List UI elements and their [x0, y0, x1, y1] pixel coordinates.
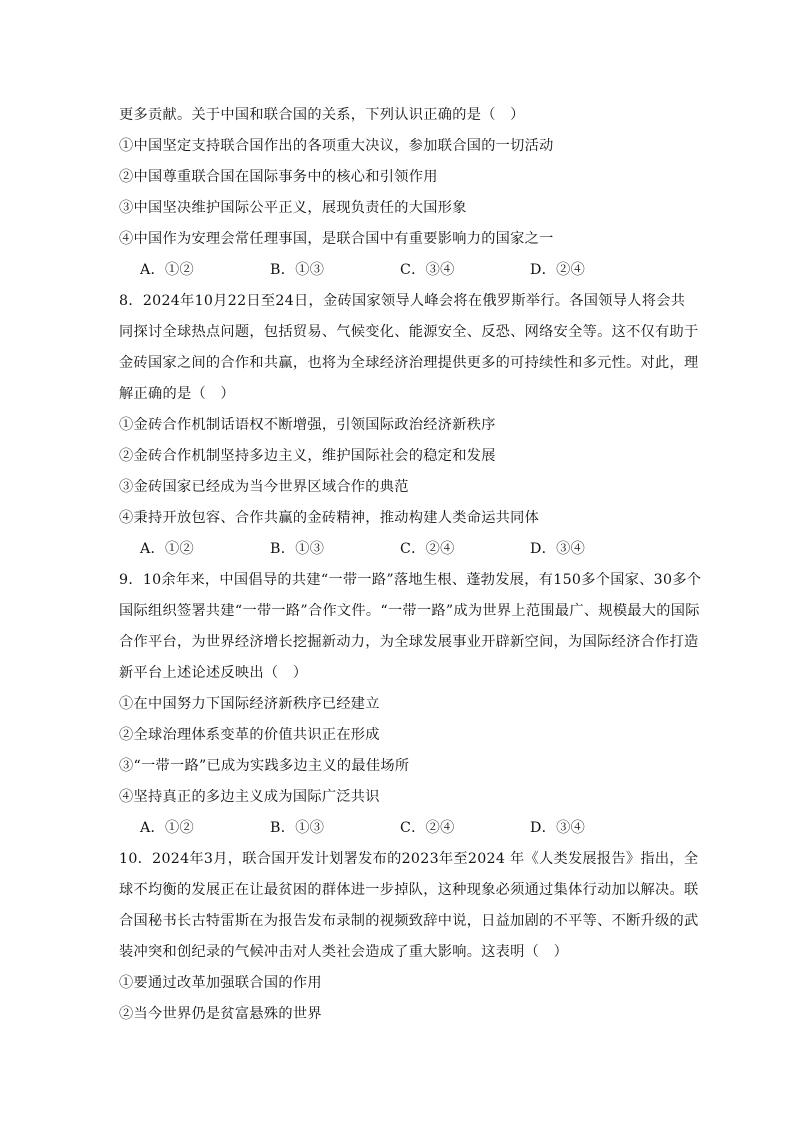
statement-2: ②金砖合作机制坚持多边主义，维护国际社会的稳定和发展	[119, 448, 496, 464]
option-c[interactable]: C．③④	[400, 262, 455, 278]
question-stem-line: 同探讨全球热点问题，包括贸易、气候变化、能源安全、反恐、网络安全等。这不仅有助于	[119, 324, 699, 340]
question-stem-line: 合国秘书长古特雷斯在为报告发布录制的视频致辞中说，日益加剧的不平等、不断升级的武	[119, 913, 699, 929]
option-a[interactable]: A．①②	[140, 820, 195, 836]
question-9	[119, 565, 702, 844]
question-8	[119, 286, 699, 565]
option-a[interactable]: A．①②	[140, 541, 195, 557]
question-stem-line: 球不均衡的发展正在让最贫困的群体进一步掉队，这种现象必须通过集体行动加以解决。联	[119, 882, 699, 898]
question-stem-line: 装冲突和创纪录的气候冲击对人类社会造成了重大影响。这表明（ ）	[119, 944, 569, 960]
statement-3: ③中国坚决维护国际公平正义，展现负责任的大国形象	[119, 200, 467, 216]
statement-3: ③金砖国家已经成为当今世界区域合作的典范	[119, 479, 409, 495]
option-b[interactable]: B．①③	[270, 820, 325, 836]
statement-2: ②中国尊重联合国在国际事务中的核心和引领作用	[119, 169, 438, 185]
option-d[interactable]: D．③④	[530, 820, 586, 836]
statement-4: ④坚持真正的多边主义成为国际广泛共识	[119, 789, 380, 805]
exam-content	[119, 100, 702, 1030]
statement-1: ①金砖合作机制话语权不断增强，引领国际政治经济新秩序	[119, 417, 496, 433]
option-c[interactable]: C．②④	[400, 541, 455, 557]
question-stem-line: 金砖国家之间的合作和共赢，也将为全球经济治理提供更多的可持续性和多元性。对此，理	[119, 355, 699, 371]
answer-options	[119, 813, 675, 844]
question-stem-line: 9．10余年来，中国倡导的共建“一带一路”落地生根、蓬勃发展，有150多个国家、30多个	[119, 572, 702, 588]
option-d[interactable]: D．②④	[530, 262, 586, 278]
question-stem-line: 更多贡献。关于中国和联合国的关系，下列认识正确的是（ ）	[119, 107, 525, 123]
statement-4: ④中国作为安理会常任理事国，是联合国中有重要影响力的国家之一	[119, 231, 554, 247]
answer-options	[119, 534, 675, 565]
option-d[interactable]: D．③④	[530, 541, 586, 557]
question-stem-line: 解正确的是（ ）	[119, 386, 235, 402]
statement-1: ①要通过改革加强联合国的作用	[119, 975, 322, 991]
question-stem-line: 8．2024年10月22日至24日，金砖国家领导人峰会将在俄罗斯举行。各国领导人将会共	[119, 293, 686, 309]
option-b[interactable]: B．①③	[270, 262, 325, 278]
option-b[interactable]: B．①③	[270, 541, 325, 557]
question-stem-line: 10．2024年3月，联合国开发计划署发布的2023年至2024 年《人类发展报告》指出，全	[119, 851, 699, 867]
statement-2: ②当今世界仍是贫富悬殊的世界	[119, 1006, 322, 1022]
question-stem-line: 新平台上述论述反映出（ ）	[119, 665, 308, 681]
question-stem-line: 合作平台，为世界经济增长挖掘新动力，为全球发展事业开辟新空间，为国际经济合作打造	[119, 634, 699, 650]
option-c[interactable]: C．②④	[400, 820, 455, 836]
answer-options	[119, 255, 675, 286]
statement-3: ③“一带一路”已成为实践多边主义的最佳场所	[119, 758, 410, 774]
option-a[interactable]: A．①②	[140, 262, 195, 278]
statement-1: ①中国坚定支持联合国作出的各项重大决议，参加联合国的一切活动	[119, 138, 554, 154]
question-7	[119, 100, 675, 286]
question-10	[119, 844, 699, 1030]
question-stem-line: 国际组织签署共建“一带一路”合作文件。“一带一路”成为世界上范围最广、规模最大的国际	[119, 603, 700, 619]
statement-1: ①在中国努力下国际经济新秩序已经建立	[119, 696, 380, 712]
statement-2: ②全球治理体系变革的价值共识正在形成	[119, 727, 380, 743]
statement-4: ④秉持开放包容、合作共赢的金砖精神，推动构建人类命运共同体	[119, 510, 540, 526]
